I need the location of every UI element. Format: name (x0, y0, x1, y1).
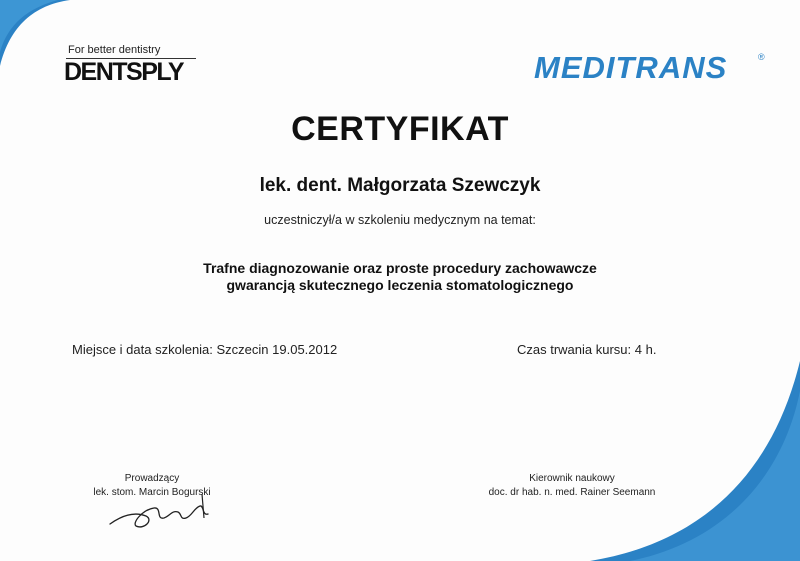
director-name: doc. dr hab. n. med. Rainer Seemann (488, 487, 656, 498)
participation-intro: uczestniczył/a w szkoleniu medycznym na temat: (264, 213, 536, 227)
meditrans-logo: MEDITRANS (534, 50, 728, 85)
registered-mark: ® (758, 52, 765, 62)
corner-swoosh-top-left (0, 0, 70, 70)
director-role: Kierownik naukowy (529, 473, 615, 484)
tagline-text: For better dentistry (68, 44, 161, 56)
topic-line-2: gwarancją skutecznego leczenia stomatologicznego (226, 277, 574, 293)
corner-swoosh-bottom-right (590, 361, 800, 561)
certificate-title: CERTYFIKAT (291, 110, 509, 148)
course-duration: Czas trwania kursu: 4 h. (517, 342, 657, 357)
place-and-date: Miejsce i data szkolenia: Szczecin 19.05.2012 (72, 342, 338, 357)
instructor-name: lek. stom. Marcin Bogurski (93, 487, 211, 498)
recipient-name: lek. dent. Małgorzata Szewczyk (259, 175, 541, 196)
topic-line-1: Trafne diagnozowanie oraz proste procedury zachowawcze (203, 260, 597, 276)
handwritten-signature (106, 490, 216, 535)
dentsply-logo: DENTSPLY (64, 58, 184, 86)
instructor-role: Prowadzący (124, 473, 180, 484)
